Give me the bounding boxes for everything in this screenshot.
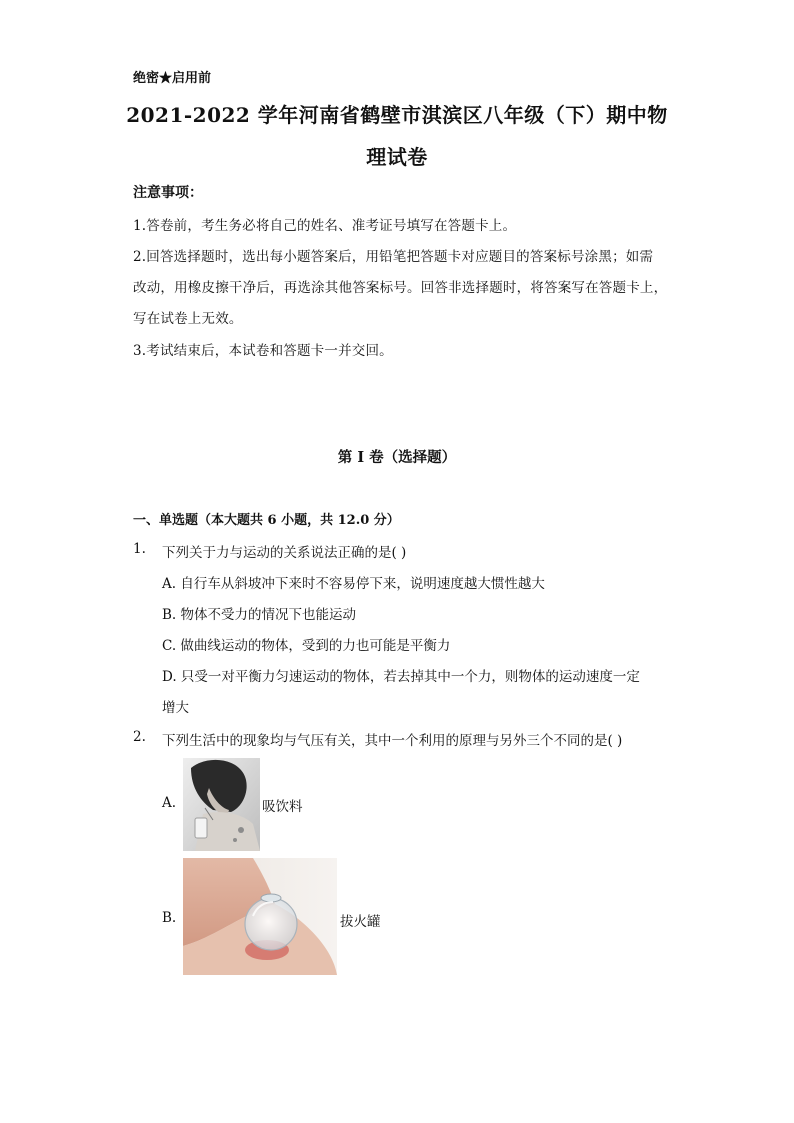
- question-1-text: 下列关于力与运动的关系说法正确的是( ): [162, 545, 407, 561]
- notice-heading: 注意事项：: [133, 185, 203, 201]
- cupping-illustration: [183, 858, 337, 975]
- question-2-text: 下列生活中的现象均与气压有关，其中一个利用的原理与另外三个不同的是( ): [162, 733, 623, 749]
- question-2-option-b-letter: B.: [162, 910, 177, 926]
- person-drinking-photo: [183, 758, 260, 851]
- part-title: 一、单选题（本大题共 6 小题，共 12.0 分）: [133, 513, 400, 528]
- section-title: 第 I 卷（选择题）: [337, 449, 457, 466]
- person-drinking-illustration: [183, 758, 260, 851]
- notice-line-1: 1.答卷前，考生务必将自己的姓名、准考证号填写在答题卡上。: [133, 218, 517, 234]
- question-2-option-a-label: 吸饮料: [262, 799, 303, 815]
- notice-line-2: 2.回答选择题时，选出每小题答案后，用铅笔把答题卡对应题目的答案标号涂黑；如需: [133, 249, 654, 265]
- exam-title-line-1: 2021-2022 学年河南省鹤壁市淇滨区八年级（下）期中物: [126, 103, 668, 127]
- question-2-option-b-label: 拔火罐: [340, 914, 381, 930]
- exam-title-line-2: 理试卷: [366, 145, 428, 169]
- question-1-option-d: D. 只受一对平衡力匀速运动的物体，若去掉其中一个力，则物体的运动速度一定: [162, 669, 640, 685]
- notice-line-4: 写在试卷上无效。: [133, 311, 243, 327]
- cupping-glass-photo: [183, 858, 337, 975]
- question-1-number: 1.: [133, 541, 146, 557]
- question-1-option-b: B. 物体不受力的情况下也能运动: [162, 607, 357, 623]
- question-1-option-d-continued: 增大: [162, 700, 189, 716]
- notice-line-5: 3.考试结束后，本试卷和答题卡一并交回。: [133, 343, 393, 359]
- question-1-option-a: A. 自行车从斜坡冲下来时不容易停下来，说明速度越大惯性越大: [162, 576, 545, 592]
- question-2-number: 2.: [133, 729, 146, 745]
- question-2-option-a-letter: A.: [162, 795, 177, 811]
- question-1-option-c: C. 做曲线运动的物体，受到的力也可能是平衡力: [162, 638, 451, 654]
- notice-line-3: 改动，用橡皮擦干净后，再选涂其他答案标号。回答非选择题时，将答案写在答题卡上，: [133, 280, 668, 296]
- confidential-label: 绝密★启用前: [133, 71, 212, 86]
